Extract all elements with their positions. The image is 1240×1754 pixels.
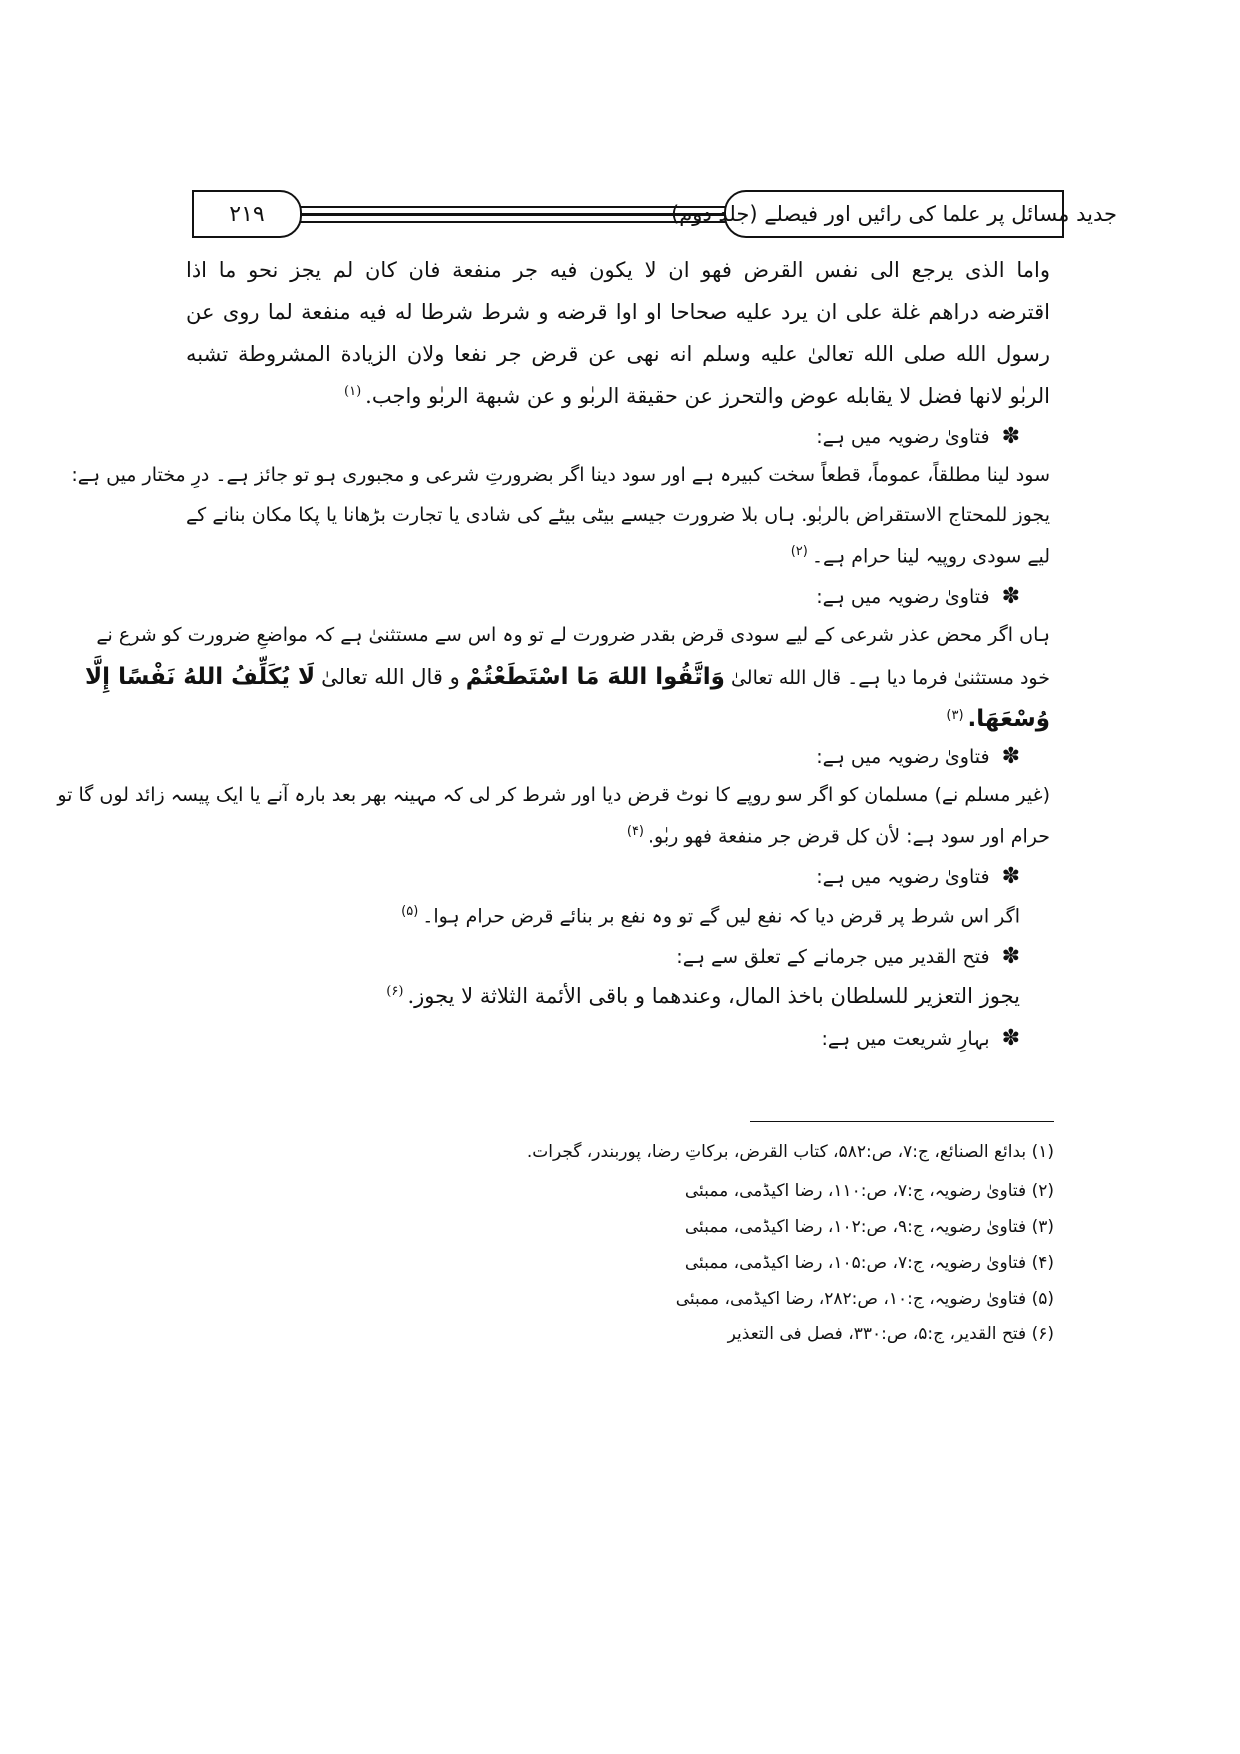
urdu-text-line: یجوز للمحتاج الاستقراض بالربٰو. ہاں بلا ضرورت جیسے بیٹی بیٹے کی شادی یا تجارت بڑھانا یا پکا مکان بنانے کے xyxy=(186,504,1050,526)
footnote-item: (۶) فتح القدیر، ج:۵، ص:۳۳۰، فصل فی التعذیر xyxy=(727,1324,1054,1344)
heading-text: فتاویٰ رضویہ میں ہے: xyxy=(816,866,990,888)
arabic-quote-line xyxy=(186,984,1050,1008)
book-title: جدید مسائل پر علما کی رائیں اور فیصلے (جلد دوم) xyxy=(724,190,1064,238)
urdu-text-line: سود لینا مطلقاً، عموماً، قطعاً سخت کبیرہ ہے اور سود دینا اگر بضرورتِ شرعی و مجبوری ہو تو جائز ہے۔ درِ مختار میں ہے: xyxy=(71,464,1050,486)
footnote-ref: (۶) xyxy=(386,984,404,999)
bullet-marker-icon: ✽ xyxy=(1001,1026,1020,1051)
urdu-text-line xyxy=(186,824,1050,847)
bullet-marker-icon: ✽ xyxy=(1001,944,1020,969)
footnote-ref: (۲) xyxy=(790,544,808,559)
bullet-marker-icon: ✽ xyxy=(1001,584,1020,609)
arabic-quote-line: رسول الله صلی الله تعالیٰ علیه وسلم انه نهی عن قرض جر نفعا ولان الزیادة المشروطة تشبه xyxy=(186,342,1050,366)
urdu-text: اگر اس شرط پر قرض دیا کہ نفع لیں گے تو وہ نفع بر بنائے قرض حرام ہوا۔ xyxy=(422,905,1020,928)
footnote-divider xyxy=(750,1121,1054,1122)
heading-text: فتاویٰ رضویہ میں ہے: xyxy=(816,746,990,768)
footnote-item: (۱) بدائع الصنائع، ج:۷، ص:۵۸۲، کتاب القرض، برکاتِ رضا، پوربندر، گجرات. xyxy=(526,1142,1054,1162)
footnote-ref: (۵) xyxy=(401,904,419,919)
bullet-marker-icon: ✽ xyxy=(1001,744,1020,769)
urdu-text-line: (غیر مسلم نے) مسلمان کو اگر سو روپے کا نوٹ قرض دیا اور شرط کر لی کہ مہینہ بھر بعد بارہ آنے یا ایک پیسہ زائد لوں گا تو xyxy=(57,784,1050,806)
arabic-quote-line: واما الذی یرجع الی نفس القرض فهو ان لا یکون فیه جر منفعة فان کان لم یجز نحو ما اذا xyxy=(186,258,1050,282)
section-heading xyxy=(186,944,1050,969)
arabic-quote-line: اقترضه دراهم غلة علی ان یرد علیه صحاحا او اوا قرضه و شرط شرطا له فیه منفعة لما روی عن xyxy=(186,300,1050,324)
heading-text: فتاویٰ رضویہ میں ہے: xyxy=(816,586,990,608)
arabic-quote-text: یجوز التعزیر للسلطان باخذ المال، وعندهما و باقی الأئمة الثلاثة لا یجوز. xyxy=(407,984,1020,1008)
section-heading xyxy=(186,744,1050,769)
urdu-text: لیے سودی روپیہ لینا حرام ہے۔ xyxy=(811,545,1050,568)
footnote-ref: (۳) xyxy=(946,707,964,723)
footnote-ref: (۱) xyxy=(344,384,362,399)
bullet-marker-icon: ✽ xyxy=(1001,424,1020,449)
footnote-ref: (۴) xyxy=(626,824,644,839)
footnote-item: (۴) فتاویٰ رضویہ، ج:۷، ص:۱۰۵، رضا اکیڈمی، ممبئی xyxy=(684,1253,1054,1273)
section-heading xyxy=(186,584,1050,609)
urdu-text-line xyxy=(186,904,1050,927)
urdu-text: حرام اور سود ہے: لأن کل قرض جر منفعة فهو ربٰو. xyxy=(648,825,1050,848)
heading-text: بہارِ شریعت میں ہے: xyxy=(821,1028,990,1050)
quran-verse: وَاتَّقُوا اللهَ مَا اسْتَطَعْتُمْ xyxy=(465,664,725,690)
header-rule xyxy=(292,213,734,216)
urdu-text: خود مستثنیٰ فرما دیا ہے۔ قال الله تعالیٰ xyxy=(730,667,1050,689)
footnote-item: (۳) فتاویٰ رضویہ، ج:۹، ص:۱۰۲، رضا اکیڈمی، ممبئی xyxy=(684,1217,1054,1237)
quran-verse: وُسْعَهَا. xyxy=(967,706,1050,732)
page-number: ۲۱۹ xyxy=(192,190,302,238)
footnote-item: (۵) فتاویٰ رضویہ، ج:۱۰، ص:۲۸۲، رضا اکیڈمی، ممبئی xyxy=(675,1289,1054,1309)
arabic-text: و قال الله تعالیٰ xyxy=(321,665,460,689)
header-rule xyxy=(292,221,734,223)
quran-verse: لَا يُكَلِّفُ اللهُ نَفْسًا إِلَّا xyxy=(85,664,316,690)
heading-text: فتاویٰ رضویہ میں ہے: xyxy=(816,426,990,448)
heading-text: فتح القدیر میں جرمانے کے تعلق سے ہے: xyxy=(676,946,990,968)
section-heading xyxy=(186,864,1050,889)
arabic-quote-line xyxy=(186,384,1050,408)
running-header xyxy=(192,190,1117,238)
header-rule xyxy=(292,206,734,208)
urdu-text-line xyxy=(186,706,1050,732)
arabic-quote-text: الربٰو لانها فضل لا یقابله عوض والتحرز عن حقیقة الربٰو و عن شبهة الربٰو واجب. xyxy=(365,384,1050,408)
urdu-text-line xyxy=(85,664,1050,690)
urdu-text-line: ہاں اگر محض عذر شرعی کے لیے سودی قرض بقدر ضرورت لے تو وہ اس سے مستثنیٰ ہے کہ مواضعِ ضرورت کو شرع نے xyxy=(96,624,1050,646)
urdu-text-line xyxy=(186,544,1050,567)
bullet-marker-icon: ✽ xyxy=(1001,864,1020,889)
section-heading xyxy=(186,1026,1050,1051)
footnote-item: (۲) فتاویٰ رضویہ، ج:۷، ص:۱۱۰، رضا اکیڈمی، ممبئی xyxy=(684,1181,1054,1201)
section-heading xyxy=(186,424,1050,449)
